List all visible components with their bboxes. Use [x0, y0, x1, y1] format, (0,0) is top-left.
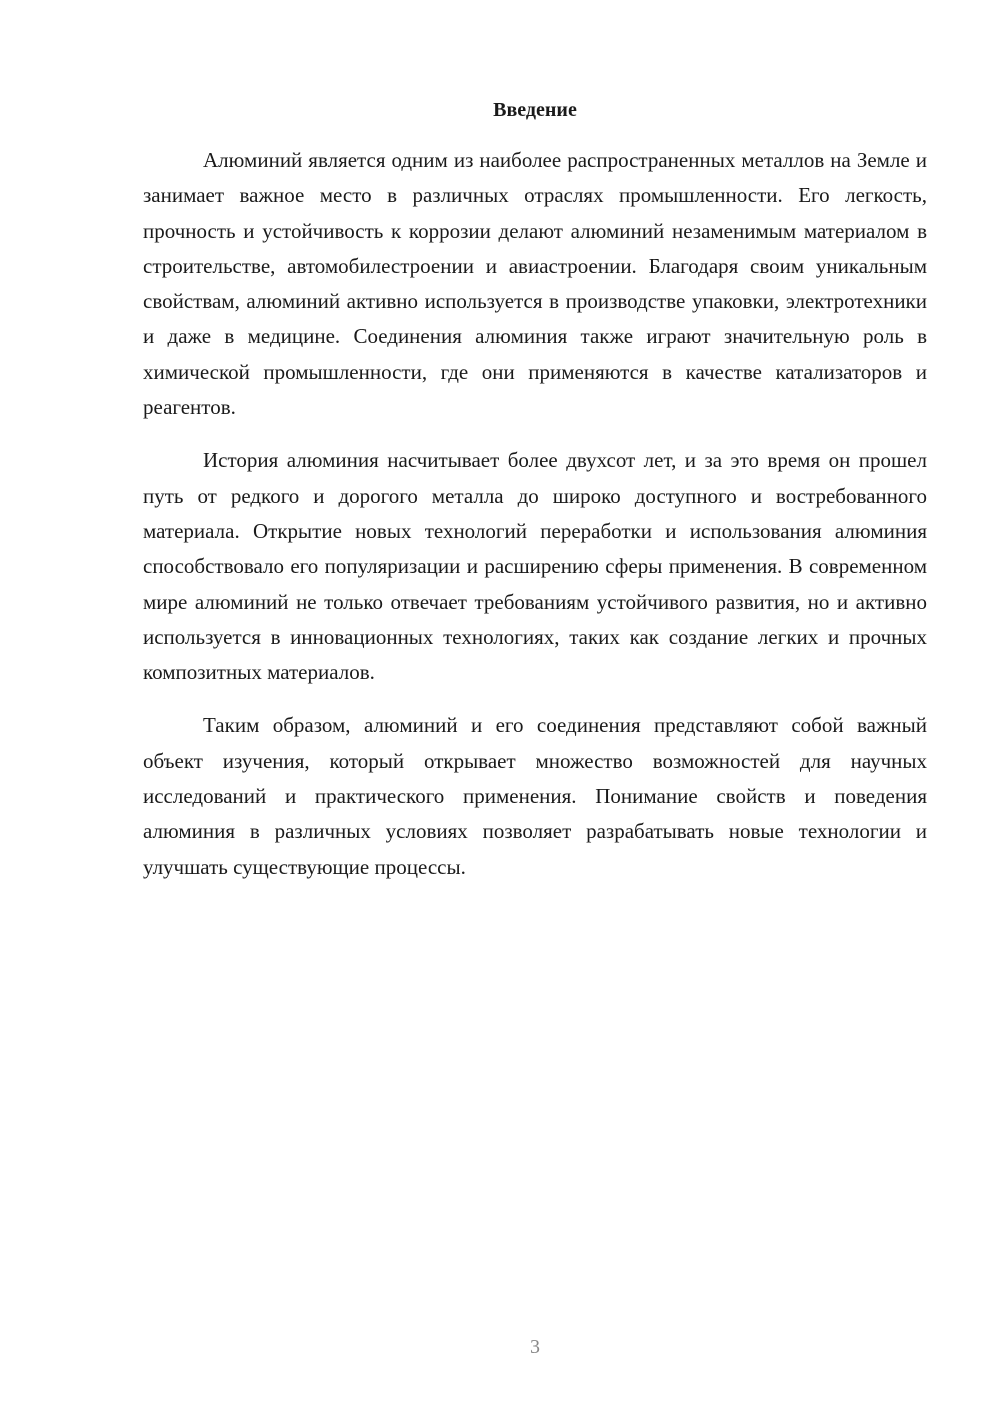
page-number: 3	[530, 1336, 540, 1358]
body-text	[143, 143, 927, 903]
paragraph-history: История алюминия насчитывает более двухсот лет, и за это время он прошел путь от редкого и дорогого металла до широко доступного и востребованного материала. Открытие новых технологий переработки и использования алюминия способствовало его популяризации и расширению сферы применения. В современном мире алюминий не только отвечает требованиям устойчивого развития, но и активно используется в инновационных технологиях, таких как создание легких и прочных композитных материалов.	[143, 448, 927, 685]
section-heading: Введение	[493, 99, 577, 121]
paragraph-conclusion: Таким образом, алюминий и его соединения представляют собой важный объект изучения, который открывает множество возможностей для научных исследований и практического применения. Понимание свойств и поведения алюминия в различных условиях позволяет разрабатывать новые технологии и улучшать существующие процессы.	[143, 713, 927, 879]
paragraph-intro: Алюминий является одним из наиболее распространенных металлов на Земле и занимает важное место в различных отраслях промышленности. Его легкость, прочность и устойчивость к коррозии делают алюминий незаменимым материалом в строительстве, автомобилестроении и авиастроении. Благодаря своим уникальным свойствам, алюминий активно используется в производстве упаковки, электротехники и даже в медицине. Соединения алюминия также играют значительную роль в химической промышленности, где они применяются в качестве катализаторов и реагентов.	[143, 148, 927, 420]
